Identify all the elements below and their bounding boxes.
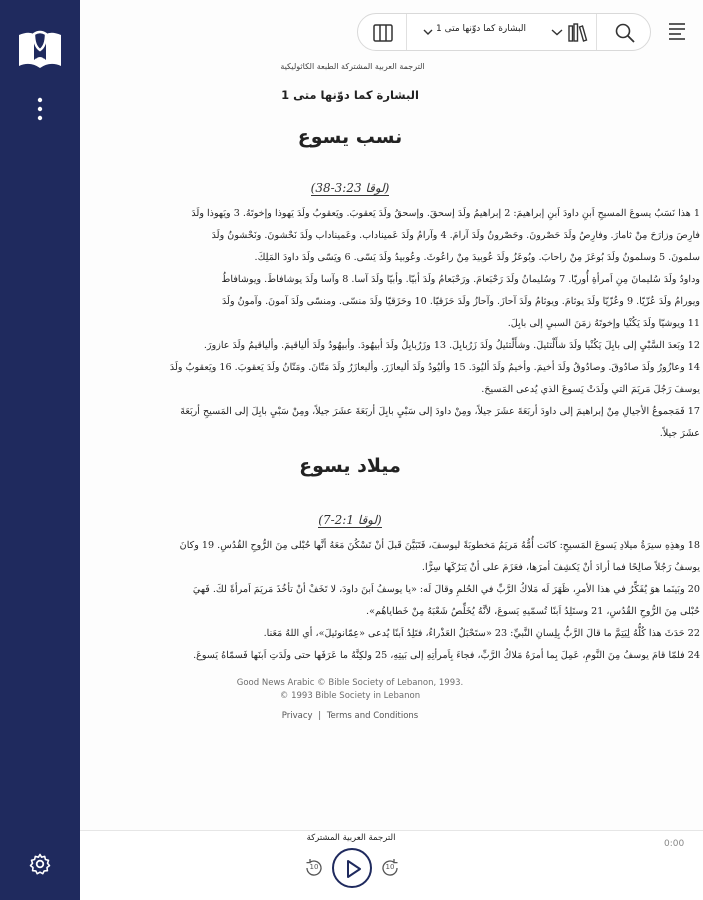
verse-line: 17 فَمَجموعُ الأجيالِ مِنْ إبراهيمَ إلى داودَ أربَعَةَ عشَرَ جيلاً، ومِنْ داودَ إلى سَبْيِ بابِلَ أربَعَةَ عشَرَ جيلاً، ومِنْ سَبْيِ بابِلَ إلى المَسيحِ أربَعَةَ (180, 406, 700, 417)
paragraph (80, 623, 700, 645)
toolbar-divider (596, 14, 597, 50)
verse-line: عشَرَ جيلاً. (659, 428, 700, 439)
paragraph (80, 401, 700, 445)
cross-reference-text: (لوقا 3:23-38) (310, 181, 390, 195)
cross-reference-text: (لوقا 2:1-7) (318, 513, 382, 527)
verse-line: 24 فلمّا قامَ يوسفُ مِنَ النَّومِ، عَمِلَ بِما أمرَهُ مَلاكُ الرَّبِّ، فجاءَ بِاَمرأتِهِ إلى بَيتِهِ، 25 ولكِنَّهُ ما عَرَفَها حتى ولَدَتِ اَبنَها فَسمّاهُ يَسوعَ. (193, 650, 700, 661)
verse-line: 14 وعازُورُ ولَدَ صادُوقَ. وصادُوقُ ولَدَ أخيمَ. وأخيمُ ولَدَ أليُودَ. 15 وأليُودُ ولَدَ أليعازَرَ. وأليعازَرُ ولَدَ مَتّانَ. ومَتّانُ ولَدَ يَعقوبَ. 16 ويَعقوبُ ولَدَ (169, 362, 700, 373)
skip-back-button[interactable] (302, 856, 326, 880)
skip-forward-seconds: 10 (385, 863, 395, 871)
verse-line: 12 وبَعدَ السَّبْيِ إلى بابِلَ يَكُنْيا ولَدَ شأَلْتئيلَ. وشأَلْتئيلُ ولَدَ زَرُبابِلَ. 13 وزَرُبابِلُ ولَدَ أبيهُودَ. وأبيهُودُ ولَدَ ألياقيمَ. وألياقيمُ ولَدَ عازورَ. (203, 340, 700, 351)
play-icon (345, 859, 363, 879)
footer-links (200, 711, 500, 721)
verse-line: 22 حَدَثَ هذا كُلُّهُ لِيَتِمَّ ما قالَ الرَّبُّ بِلِسانِ النَّبيِّ: 23 «ستَحْبَلُ العَذْراءُ، فتَلِدُ اَبنًا يُدعى «عِمّانوئيلَ»، أي اللهُ مَعَنا. (263, 628, 700, 639)
reader-toolbar (357, 13, 651, 51)
verse-line: 18 وهذِهِ سيرَةُ ميلادِ يَسوعَ المَسيحِ: كانَت أُمُّهُ مَريَمُ مَخطوبَةً ليوسفَ، فَتَبَيَّنَ قَبلَ أنْ تَسْكُنَ مَعَهُ أنَّها حُبْلى مِنَ الرُّوحِ القُدُسِ. 19 وكانَ (179, 540, 700, 551)
verse-line: فارِصَ وزارَحَ مِنْ ثامارَ. وفارِصُ ولَدَ حَصْرونَ. وحَصْرونُ ولَدَ آرامَ. 4 وآرامُ ولَدَ عَميناداب. وعَميناداب ولَدَ نَحْشونَ. ونَحْشونُ ولَدَ (211, 230, 700, 241)
audio-title: الترجمة العربية المشتركة (306, 833, 396, 843)
toolbar-divider (406, 14, 407, 50)
parallel-columns-icon[interactable] (372, 22, 394, 44)
verse-line: يوسفَ رَجُلَ مَريَمَ التي ولَدَتْ يَسوعَ الذي يُدعى المَسيحَ. (481, 384, 700, 395)
verse-line: حُبْلى مِنَ الرُّوحِ القُدُسِ، 21 وستَلِدُ اَبنًا تُسمّيهِ يَسوعَ، لأنَّهُ يُخَلِّصُ شَعْبَهُ مِنْ خَطاياهُم». (366, 606, 700, 617)
play-button[interactable] (332, 848, 372, 888)
section-heading: ميلاد يسوع (299, 455, 401, 477)
copyright-line: © 1993 Bible Society in Lebanon (279, 691, 421, 701)
audio-time: 0:00 (664, 839, 685, 849)
cross-reference-link[interactable] (295, 181, 405, 195)
terms-link[interactable]: Terms and Conditions (326, 711, 419, 721)
section-heading: نسب يسوع (297, 126, 403, 148)
paragraph (80, 645, 700, 667)
paragraph (80, 579, 700, 623)
verse-line: يوسفُ رَجُلاً صالِحًا فما أرادَ أنْ يَكشِفَ أمرَها، فعَزَمَ على أنْ يَترُكَها سِرًّا. (421, 562, 700, 573)
cross-reference-link[interactable] (295, 513, 405, 527)
book-chapter-selector[interactable] (410, 14, 570, 50)
skip-forward-button[interactable] (378, 856, 402, 880)
library-icon[interactable] (567, 22, 589, 44)
paragraph (80, 535, 700, 579)
chevron-down-icon (423, 28, 433, 36)
gear-icon[interactable] (28, 852, 52, 876)
verse-line: 11 ويوشيّا ولَدَ يَكُنْيا وإخوتَهُ زمَنَ السبيِ إلى بابِلَ. (507, 318, 700, 329)
chapter-title: البشارة كما دوّنها متى 1 (281, 88, 419, 102)
verse-line: 1 هذا نَسَبُ يسوعَ المسيحِ اَبنِ داودَ اَبنِ إبراهيمَ: 2 إبراهيمُ ولَدَ إسحقَ. وإسحقُ ولَدَ يَعقوبَ. ويَعقوبُ ولَدَ يَهوذا وإخوتَهُ. 3 ويَهوذا ولَدَ (191, 208, 700, 219)
footer-separator: | (318, 711, 322, 721)
verse-line: 20 وبَينَما هوَ يُفَكِّرُ في هذا الأمرِ، ظَهَرَ لَه مَلاكُ الرَّبِّ في الحُلمِ وقالَ لَه: «يا يوسفُ اَبنَ داودَ، لا تَخَفْ أنْ تأخُذَ مَريَمَ اَمرأةً لكَ. فَهيَ (192, 584, 700, 595)
bible-book-logo-icon[interactable] (16, 26, 64, 72)
paragraph (80, 335, 700, 401)
sidebar (0, 0, 80, 900)
more-vertical-icon[interactable] (32, 96, 48, 122)
book-chapter-label: البشارة كما دوّنها متى 1 (436, 24, 526, 34)
verse-line: ويورامُ ولَدَ عُزّيّا. 9 وعُزّيّا ولَدَ يوثامَ. ويوثامُ ولَدَ آحازَ. وآحازُ ولَدَ حَزَقيّا. 10 وحَزَقيّا ولَدَ منسّى. ومنسّى ولَدَ آمونَ. وآمونُ ولَدَ (221, 296, 700, 307)
library-chevron-icon[interactable] (551, 28, 563, 36)
privacy-link[interactable]: Privacy (281, 711, 313, 721)
menu-lines-icon[interactable] (666, 20, 688, 44)
skip-back-seconds: 10 (309, 863, 319, 871)
paragraph (80, 203, 700, 335)
verse-line: سلمونَ. 5 وسلمونُ ولَدَ بُوعَزَ مِنْ راحابَ. وبُوعَزُ ولَدَ عُوبيدَ مِنْ راعُوثَ. وعُوبيدُ ولَدَ يَسّى. 6 ويَسّى ولَدَ داودَ المَلِكَ. (254, 252, 700, 263)
search-icon[interactable] (614, 22, 636, 44)
verse-line: وداودُ ولَدَ سُليمانَ مِنِ اَمرأةِ أُوريّا. 7 وسُليمانُ ولَدَ رَحْبَعامَ. ورَحْبَعامُ ولَدَ أبيّا. وأبيّا ولَدَ آسا. 8 وآسا ولَدَ يوشافاطَ. ويوشافاطُ (221, 274, 700, 285)
copyright-line: Good News Arabic © Bible Society of Lebanon, 1993. (236, 678, 464, 688)
version-name: الترجمة العربية المشتركة الطبعة الكاثوليكية (280, 62, 425, 71)
